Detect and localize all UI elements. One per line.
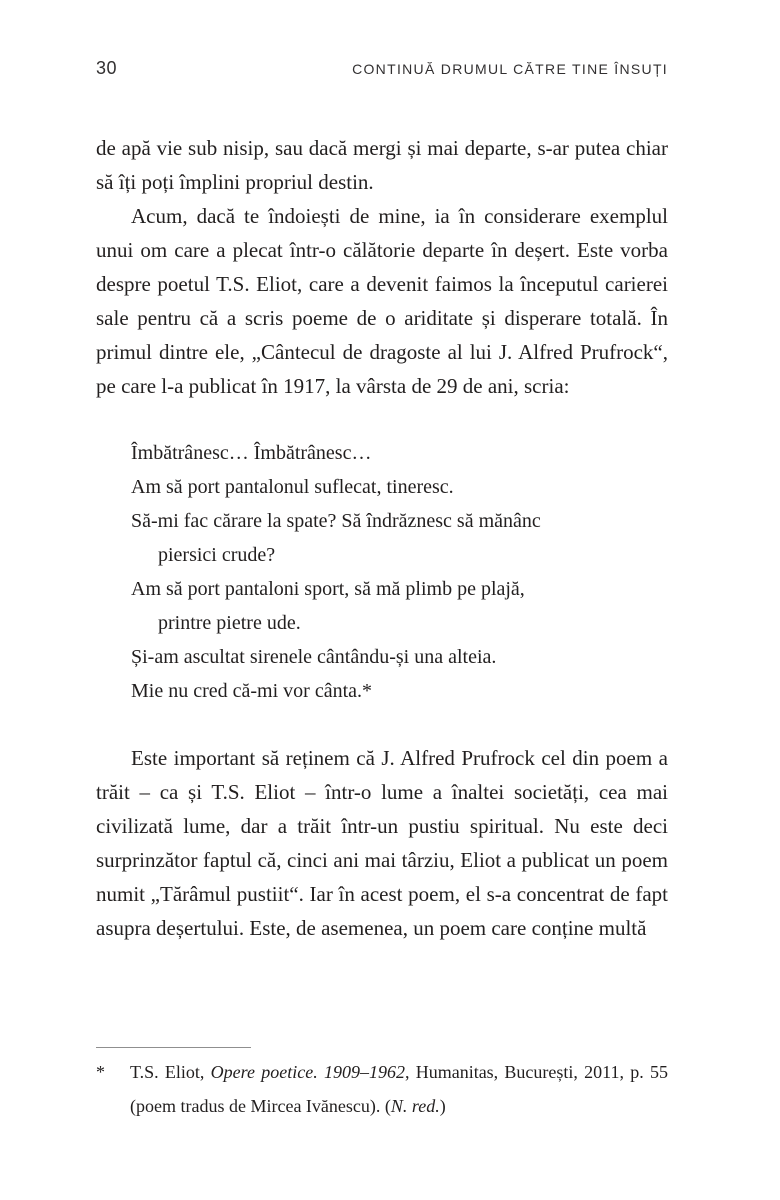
footnote-text bbox=[130, 1062, 668, 1116]
poem-line: Am să port pantaloni sport, să mă plimb pe plajă, bbox=[131, 578, 525, 600]
footnote-body bbox=[96, 1055, 668, 1123]
footnote-segment: N. red. bbox=[390, 1096, 440, 1116]
running-head bbox=[96, 58, 668, 79]
footnote-segment: T.S. Eliot, bbox=[130, 1062, 211, 1082]
poem-line: Să-mi fac cărare la spate? Să îndrăznesc să mănânc bbox=[131, 510, 541, 532]
poem-line: Am să port pantalonul suflecat, tineresc. bbox=[131, 476, 454, 498]
footnote bbox=[96, 1047, 668, 1123]
footnote-segment: ) bbox=[439, 1096, 446, 1116]
page-number: 30 bbox=[96, 58, 118, 78]
footnote-rule bbox=[96, 1047, 251, 1048]
paragraph: Este important să reținem că J. Alfred Prufrock cel din poem a trăit – ca și T.S. Eliot – într-o lume a înaltei societăți, cea mai civilizată lume, dar a trăit într-un pustiu spiritual. Nu este deci surprinzător faptul că, cinci ani mai târziu, Eliot a publicat un poem numit „Tărâmul pustiit“. Iar în acest poem, el s-a concentrat de fapt asupra deșertului. Este, de asemenea, un poem care conține multă bbox=[96, 746, 668, 940]
footnote-segment: Opere poetice. 1909–1962 bbox=[210, 1062, 405, 1082]
poem-line: Și-am ascultat sirenele cântându-și una alteia. bbox=[131, 646, 497, 668]
poem-quote bbox=[131, 436, 668, 708]
poem-line: piersici crude? bbox=[158, 544, 276, 566]
body-text bbox=[96, 131, 668, 945]
paragraph: Acum, dacă te îndoiești de mine, ia în considerare exemplul unui om care a plecat într-o călătorie departe în deșert. Este vorba despre poetul T.S. Eliot, care a devenit faimos la începutul carierei sale pentru că a scris poeme de o ariditate și disperare totală. În primul dintre ele, „Cântecul de dragoste al lui J. Alfred Prufrock“, pe care l-a publicat în 1917, la vârsta de 29 de ani, scria: bbox=[96, 204, 668, 398]
poem-line: Îmbătrânesc… Îmbătrânesc… bbox=[131, 442, 372, 464]
footnote-segment: , Humanitas, București, 2011, p. 55 (poem tradus de Mircea Ivănescu). ( bbox=[130, 1062, 668, 1116]
running-title: CONTINUĂ DRUMUL CĂTRE TINE ÎNSUȚI bbox=[352, 61, 668, 77]
poem-line: Mie nu cred că-mi vor cânta.* bbox=[131, 680, 373, 702]
footnote-marker: * bbox=[96, 1062, 105, 1082]
paragraph: de apă vie sub nisip, sau dacă mergi și mai departe, s-ar putea chiar să îți poți împlini propriul destin. bbox=[96, 136, 668, 194]
poem-line: printre pietre ude. bbox=[158, 612, 301, 634]
